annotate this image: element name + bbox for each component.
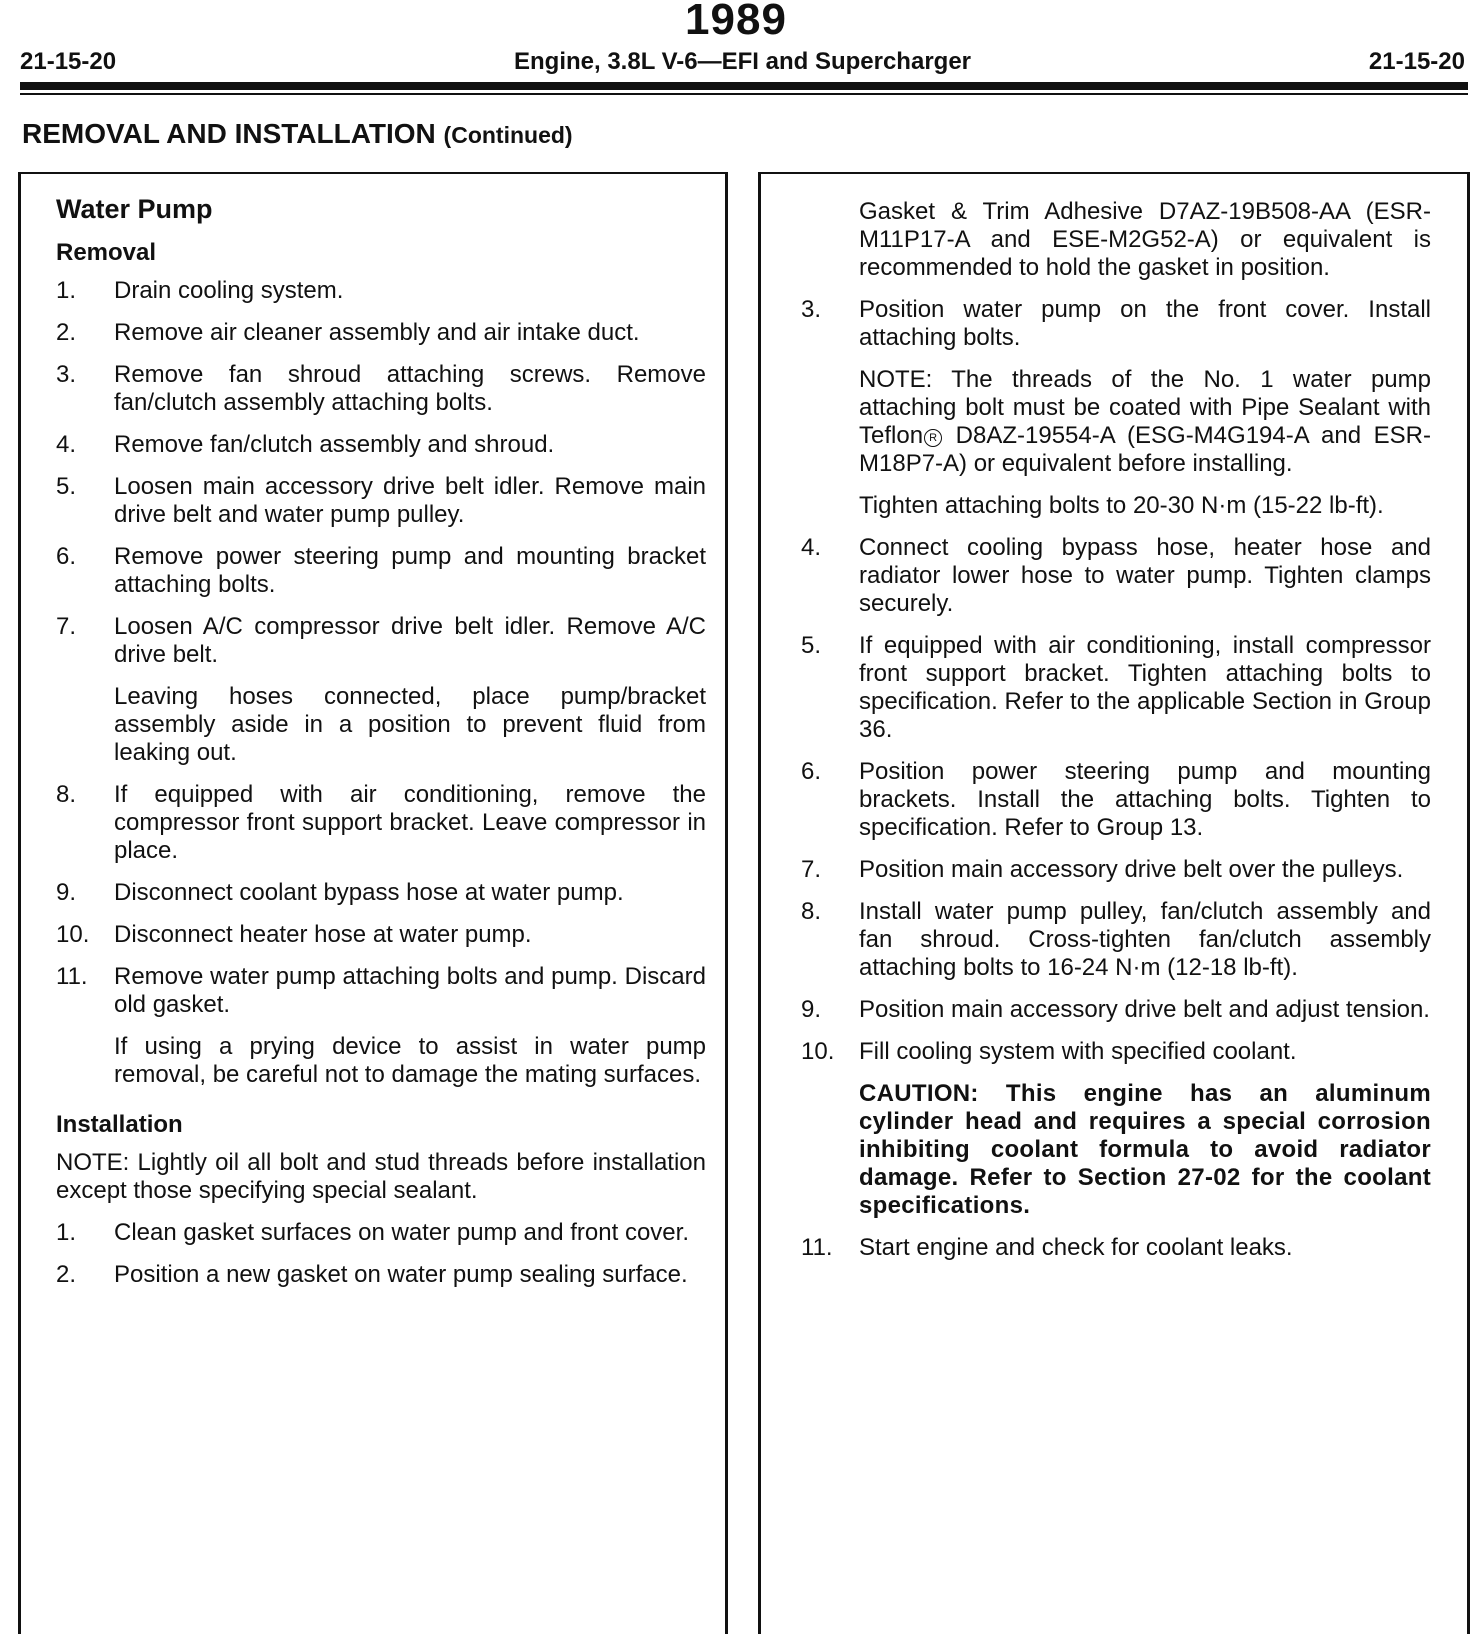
removal-step <box>56 963 706 1019</box>
install-step <box>801 758 1431 842</box>
step-text: If equipped with air conditioning, remove the compressor front support bracket. Leave compressor in place. <box>114 781 706 864</box>
removal-step <box>56 921 706 949</box>
section-continued: (Continued) <box>443 122 573 148</box>
removal-step <box>56 781 706 865</box>
step-text: Disconnect coolant bypass hose at water pump. <box>114 879 624 906</box>
step-number: 2. <box>56 319 77 346</box>
step-text: Remove fan/clutch assembly and shroud. <box>114 431 555 458</box>
step-text: Connect cooling bypass hose, heater hose and radiator lower hose to water pump. Tighten clamps securely. <box>859 534 1431 617</box>
step-text: Start engine and check for coolant leaks. <box>859 1234 1293 1261</box>
step-number: 1. <box>56 1219 77 1246</box>
step-text: Disconnect heater hose at water pump. <box>114 921 532 948</box>
step-number: 10. <box>801 1038 835 1065</box>
step-number: 8. <box>56 781 77 808</box>
step-number: 6. <box>801 758 822 785</box>
step-number: 5. <box>56 473 77 500</box>
step-text: Position water pump on the front cover. Install attaching bolts. <box>859 296 1431 351</box>
caution-note: CAUTION: This engine has an aluminum cylinder head and requires a special corrosion inhibiting coolant formula to avoid radiator damage. Refer to Section 27-02 for the coolant specifications. <box>859 1080 1431 1219</box>
step-number: 5. <box>801 632 822 659</box>
step-number: 11. <box>801 1234 833 1261</box>
right-column-content <box>801 198 1431 1276</box>
step-text: Position power steering pump and mounting brackets. Install the attaching bolts. Tighten to specification. Refer to Group 13. <box>859 758 1431 841</box>
removal-step <box>56 361 706 417</box>
page-number-right: 21-15-20 <box>1368 48 1465 75</box>
torque-note: Tighten attaching bolts to 20-30 N·m (15-22 lb-ft). <box>859 492 1384 519</box>
step-number: 3. <box>56 361 77 388</box>
step-text: Clean gasket surfaces on water pump and front cover. <box>114 1219 689 1246</box>
step-number: 2. <box>56 1261 77 1288</box>
page-number-left: 21-15-20 <box>20 48 117 75</box>
step-text: Install water pump pulley, fan/clutch assembly and fan shroud. Cross-tighten fan/clutch assembly attaching bolts to 16-24 N·m (12-18 lb-ft). <box>859 898 1431 981</box>
step-text: Position main accessory drive belt and adjust tension. <box>859 996 1430 1023</box>
step-text: Remove power steering pump and mounting bracket attaching bolts. <box>114 543 706 598</box>
removal-step <box>56 613 706 669</box>
install-step <box>801 898 1431 982</box>
step-text: Drain cooling system. <box>114 277 344 304</box>
removal-step <box>56 277 706 305</box>
install-step <box>801 996 1431 1024</box>
install-step <box>801 534 1431 618</box>
left-column-box <box>18 172 728 1634</box>
right-column-box <box>758 172 1470 1634</box>
install-step <box>801 1234 1431 1262</box>
note-text: D8AZ-19554-A (ESG-M4G194-A and ESR-M18P7-A) or equivalent before installing. <box>859 422 1431 477</box>
removal-heading: Removal <box>56 239 157 266</box>
install-step <box>801 296 1431 352</box>
step-number: 9. <box>56 879 77 906</box>
section-title <box>22 118 573 150</box>
install-step <box>801 632 1431 744</box>
removal-step <box>56 319 706 347</box>
removal-step <box>56 543 706 599</box>
installation-note: NOTE: Lightly oil all bolt and stud threads before installation except those specifying special sealant. <box>56 1149 706 1204</box>
removal-step <box>56 473 706 529</box>
step-note: If using a prying device to assist in water pump removal, be careful not to damage the mating surfaces. <box>114 1033 706 1088</box>
step-number: 10. <box>56 921 90 948</box>
step-text: If equipped with air conditioning, install compressor front support bracket. Tighten attaching bolts to specification. Refer to the applicable Section in Group 36. <box>859 632 1431 743</box>
step-number: 4. <box>801 534 822 561</box>
header-title: Engine, 3.8L V-6—EFI and Supercharger <box>513 48 972 75</box>
procedure-title: Water Pump <box>56 194 213 224</box>
step-note: Leaving hoses connected, place pump/bracket assembly aside in a position to prevent fluid from leaking out. <box>114 683 706 766</box>
header-rule <box>20 82 1468 90</box>
step-number: 3. <box>801 296 822 323</box>
step-text: Position a new gasket on water pump sealing surface. <box>114 1261 688 1288</box>
step-text: Remove water pump attaching bolts and pump. Discard old gasket. <box>114 963 706 1018</box>
step-text: Remove fan shroud attaching screws. Remove fan/clutch assembly attaching bolts. <box>114 361 706 416</box>
installation-heading: Installation <box>56 1111 183 1138</box>
left-column-content <box>56 194 706 1303</box>
note-text: NOTE: The threads of the No. 1 water pump attaching bolt must be coated with Pipe Sealant with Teflon <box>859 366 1431 449</box>
install-step <box>801 1038 1431 1066</box>
removal-step <box>56 879 706 907</box>
step-number: 4. <box>56 431 77 458</box>
step-continuation: Gasket & Trim Adhesive D7AZ-19B508-AA (ESR-M11P17-A and ESE-M2G52-A) or equivalent is recommended to hold the gasket in position. <box>859 198 1431 281</box>
removal-step <box>56 431 706 459</box>
registered-mark-icon: R <box>924 429 942 447</box>
step-number: 7. <box>56 613 77 640</box>
year-stamp: 1989 <box>685 0 787 44</box>
step-text: Loosen main accessory drive belt idler. Remove main drive belt and water pump pulley. <box>114 473 706 528</box>
section-title-text: REMOVAL AND INSTALLATION <box>22 118 436 149</box>
step-number: 7. <box>801 856 822 883</box>
step-text: Loosen A/C compressor drive belt idler. Remove A/C drive belt. <box>114 613 706 668</box>
install-step <box>56 1219 706 1247</box>
step-number: 9. <box>801 996 822 1023</box>
step-text: Remove air cleaner assembly and air intake duct. <box>114 319 640 346</box>
step-number: 1. <box>56 277 77 304</box>
step-number: 8. <box>801 898 822 925</box>
step-number: 11. <box>56 963 88 990</box>
install-step <box>56 1261 706 1289</box>
header-rule-thin <box>20 93 1468 95</box>
step-text: Position main accessory drive belt over the pulleys. <box>859 856 1404 883</box>
install-step <box>801 856 1431 884</box>
step-note <box>859 366 1431 478</box>
step-number: 6. <box>56 543 77 570</box>
step-text: Fill cooling system with specified coolant. <box>859 1038 1297 1065</box>
page-header <box>20 44 1465 80</box>
